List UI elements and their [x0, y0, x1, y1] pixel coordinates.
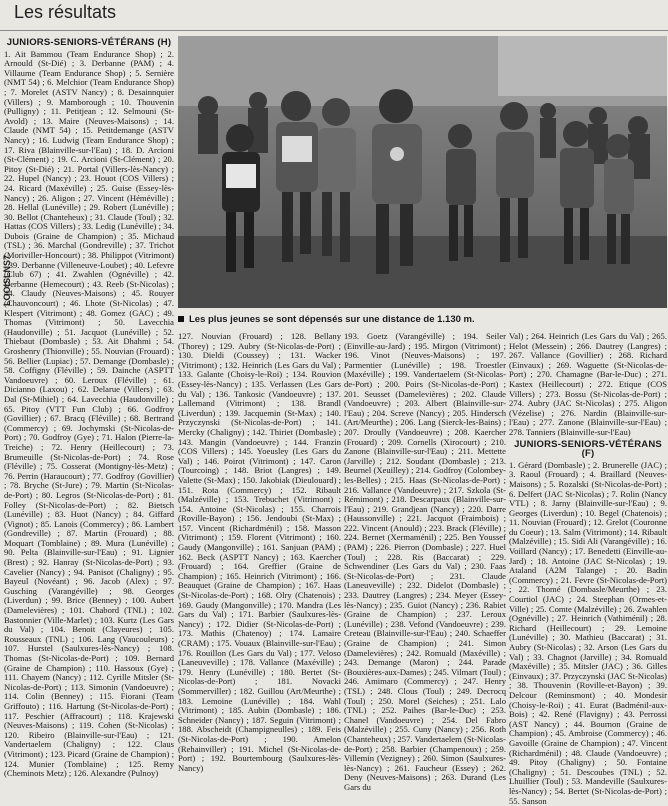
women-results-heading: JUNIORS-SENIORS-VÉTÉRANS (F): [514, 438, 662, 460]
women-results-text: 1. Gérard (Dombasle) ; 2. Brunerelle (JAC) ; 3. Raoul (Frouard) ; 4. Braillard (Neuves-Maisons) ; 5. Rozalski (St-Nicolas-de-Port) ; 6. Delfert (JAC St-Nicolas) ; 7. Rolin (Nancy VTL) ; 8. Jarny (Blainville-sur-l'Eau) ; 9. Georges (Liverdun) ; 10. Begel (Chatenois) ; 11. Nouvian (Frouard) ; 12. Grelot (Couronne du Coeur) ; 13. Salm (Vitrimont) ; 14. Ribault (Malzéville) ; 15. Sidi Ali (Varangéville) ; 16. Voillard (Nancy) ; 17. Benedetti (Einville-au-Jard) ; 18. Antoine (JAC St-Nicolas) ; 19. Ataland (A2M Talange) ; 20. Badin (Commercy) ; 21. Fevre (St-Nicolas-de-Port) ; 22. Thomé (Dombasle/Meurthe) ; 23. Courtiol (JAC) ; 24. Steephan (Ormes-et-Ville) ; 25. Comte (Malzéville) ; 26. Zwahlen (Ognéville) ; 27. Heinrich (Vathiménil) ; 28. Richard (Heillecourt) ; 29. Lemoine (Lunéville) ; 30. Mathieu (Baccarat) ; 31. Aubry (St-Nicolas) ; 32. Arson (Les Gars du Val) ; 33. Chagnot (Jarville) ; 34. Romuald (Maxéville) ; 35. Mitsler (JAC) ; 36. Gilles (Einvaux) ; 37. Przyczynski (JAC St-Nicolas) ; 38. Thouvenin (Roville-et-Bayon) ; 39. Delcour (Reminsmont) ; 40. Mondesir (Choisy-le-Roi) ; 41. Eurat (Badménil-aux-Bois) ; 42. René (Flavigny) ; 43. Perrossi (AST Nancy) ; 44. Bournon (Graine de Champion) ; 45. Ambroise (Commercy) ; 46. Gavoille (Graine de Champion) ; 47. Vincent (Richardménil) ; 48. Claude (Vandoeuvre) ; 49. Pitoy (Chaligny) ; 50. Fontaine (Chaligny) ; 51. Descoubes (TNL) ; 52. Lhuillier (Toul) ; 53. Mandeville (Saulxures-lès-Nancy) ; 54. Bertet (St-Nicolas-de-Port) ; 55. Sanson: [509, 459, 667, 806]
side-code: LOOISLNS7: [2, 255, 12, 307]
caption-bullet-icon: [178, 316, 184, 322]
photo-caption: [178, 311, 667, 327]
results-column-left: [4, 36, 174, 779]
results-column-3: [344, 331, 506, 792]
men-results-text-end: Val) ; 264. Heinrich (Les Gars du Val) ; 265. Helot (Messein) ; 266. Dautrey (Langres) ; 267. Vallance (Govillier) ; 268. Richard (Einvaux) ; 269. Waguette (St-Nicolas-de-Port) ; 270. Chamagne (Bar-le-Duc) ; 271. Kastex (Heillecourt) ; 272. Etique (COS Villers) ; 273. Bossu (St-Nicolas-de-Port) ; 274. Aubry (JAC St-Nicolas) ; 275. Aligon (Vézelise) ; 276. Nardin (Blainville-sur-l'Eau) ; 277. Zanone (Blainville-sur-l'Eau) ; 278. Tanniers (Blainville-sur-l'Eau): [509, 331, 667, 437]
page-title: Les résultats: [14, 2, 117, 22]
men-results-text-continued: 127. Nouvian (Frouard) ; 128. Bellany (Thorey) ; 129. Aubry (St-Nicolas-de-Port) ; 130. Dieldi (Coussey) ; 131. Wacker (Vitrimont) ; 132. Heinrich (Les Gars du Val) ; 133. Galante (Choisy-le-Roi) ; 134. Rouvion (Essey-lès-Nancy) ; 135. Verlassen (Les Gars du Val) ; 136. Tankosic (Vandoeuvre) ; 137. Lallemand (Vitrimont) ; 138. Brandl (Liverdun) ; 139. Jacquemin (St-Max) ; 140. Przyczynski (St-Nicolas-de-Port) ; 141. Mercky (Chaligny) ; 142. Thiriet (Dombasle) ; 143. Mangin (Vandoeuvre) ; 144. Franzin (COS Villers) ; 145. Yoeusley (Les Gars du Val) ; 146. Poirot (Vitrimont) ; 147. Caron (Tourcoing) ; 148. Briot (Langres) ; 149. Valette (St-Max) ; 150. Jakobiak (Dieulouard) ; 151. Rota (Commercy) ; 152. Ribault (Malzéville) ; 153. Trebuchet (Vitrimont) ; 154. Antoine (St-Nicolas) ; 155. Charrois (Roville-Bayon) ; 156. Jendoubi (St-Max) ; 157. Vincent (Richardménil) ; 158. Masson (Vitrimont) ; 159. Florent (Vitrimont) ; 160. Gaudy (Mangonville) ; 161. Sanjuan (PAM) ; 162. Beck (ASPTT Nancy) ; 163. Kaercher (Frouard) ; 164. Greffier (Graine de Champion) ; 165. Heinrich (Vitrimont) ; 166. Beauquet (Graine de Champion) ; 167. Haas (St-Nicolas-de-Port) ; 168. Olry (Chatenois) ; 169. Gaudy (Mangonville) ; 170. Mandra (Les Gars du Val) ; 171. Barbier (Saulxures-lès-Nancy) ; 172. Didier (St-Nicolas-de-Port) ; 173. Mathis (Chatenoy) ; 174. Lamaire (CRAM) ; 175. Vouaux (Blainville-sur-l'Eau) ; 176. Rouillon (Les Gars du Val) ; 177. Veloso (Laneuveville) ; 178. Vallance (Maxéville) ; 179. Henry (Lunéville) ; 180. Bertet (St-Nicolas-de-Port) ; 181. Novacki (Sommerviller) ; 182. Guillou (Art/Meurthe) ; 183. Lemoine (Lunéville) ; 184. Wahl (Vitrimont) ; 185. Aubin (Dombasle) ; 186. Schneider (Nancy) ; 187. Seguin (Vitrimont) ; 188. Abscheidt (Champigneulles) ; 189. Feis (St-Nicolas-de-Port) ; 190. Amelon (Rehainviller) ; 191. Michel (St-Nicolas-de-Port) ; 192. Bourtembourg (Saulxures-lès-Nancy): [178, 331, 341, 773]
results-column-4: [509, 331, 667, 806]
title-rule: [0, 30, 668, 31]
men-results-text: 1. Ait Bammou (Team Endurance Shop) ; 2. Arnould (St-Dié) ; 3. Derbanne (PAM) ; 4. Villaume (Team Endurance Shop) ; 5. Sernière (NMT 54) ; 6. Melchior (Team Endurance Shop) ; 7. Morelet (ASTV Nancy) ; 8. Desainnquier (Villers) ; 9. Mamborough ; 10. Thouvenin (Pulligny) ; 11. Petitjean ; 12. Selmouni (St-Avold) ; 13. Maire (Neuves-Maisons) ; 14. Claude (NMT 54) ; 15. Petitdemange (ASTV Nancy) ; 16. Ludwig (Team Endurance Shop) ; 17. Riva (Blainville-sur-l'Eau) ; 18. D. Arcioni (St-Clément) ; 19. C. Arcioni (St-Clément) ; 20. Pitoy (St-Dié) ; 21. Portal (Villers-lès-Nancy) ; 22. Hupel (Nancy) ; 23. Houot (COS Villers) ; 24. Ricard (Maxéville) ; 25. Guise (Essey-lès-Nancy) ; 26. Aligon ; 27. Vincent (Héméville) ; 28. Hellal (Lunéville) ; 29. Robert (Lunéville) ; 30. Bellot (Chanteheux) ; 31. Claude (Toul) ; 32. Hattas (COS Villers) ; 33. Ledig (Lunéville) ; 34. Dubois (Graine de Champion) ; 35. Michaud (TSL) ; 36. Marchal (Gondreville) ; 37. Trichot (Moriviller-Honcourt) ; 38. Philippot (Vitrimont) ; 39. Derbanne (Villeneuve-Loubet) ; 40. Lefevre (Club 67) ; 41. Zwahlen (Ognéville) ; 42. Derbanne (Hemecourt) ; 43. Reeb (St-Nicolas) ; 44. Claudy (Neuves-Maisons) ; 45. Rouyer (Chauvoncourt) ; 46. Lhote (St-Nicolas) ; 47. Klespert (Vitrimont) ; 48. Gomez (GAC) ; 49. Thomas (Vitrimont) ; 50. Lavecchia (Haudonville) ; 51. Jacquot (Lunéville) ; 52. Thiebaut (Dombasle) ; 53. Ait Dhahmi ; 54. Groshenry (Thionville) ; 55. Nouvian (Frouard) ; 56. Bellier (Lupiac) ; 57. Demange (Dombasle) ; 58. Coffigny (Fléville) ; 59. Dainche (ASPTT Vandoeuvre) ; 60. Leroux (Fléville) ; 61. Dicianno (Laxou) ; 62. Delarue (Villers) ; 63. Dal (St-Mihiel) ; 64. Lavecchia (Haudonville) ; 65. Pitoy (VTT Fun Club) ; 66. Godfroy (Govillier) ; 67. Bracq (Fléville) ; 68. Bertrand (Commercy) ; 69. Jochymski (St-Nicolas-de-Port) ; 70. Godfroy (Gye) ; 71. Halon (Pierre-la-Treiche) ; 72. Henry (Heillecourt) ; 73. Brumeuille (St-Nicolas-de-Port) ; 74. Rose (Fléville) ; 75. Cosserat (Montigny-lès-Metz) ; 76. Perrin (Haraucourt) ; 77. Godfroy (Govillier) ; 78. Bryche (St-Jure) ; 79. Martin (St-Nicolas-de-Port) ; 80. Legros (St-Nicolas-de-Port) ; 81. Folley (St-Nicolas-de-Port) ; 82. Bietsch (Lunéville) ; 83. Huot (Nancy) ; 84. Giffard (Vignot) ; 85. Lanois (Commercy) ; 86. Lambert (Gondreville) ; 87. Martin (Frouard) ; 88. Moquart (Tomblaine) ; 89. Mura (Lunéville) ; 90. Pelta (Blainville-sur-l'Eau) ; 91. Lignier (Brest) ; 92. Hanray (St-Nicolas-de-Port) ; 93. Cavelier (Nancy) ; 94. Panisot (Chaligny) ; 95. Bayeul (Novéant) ; 96. Jacob (Alex) ; 97. Gusching (Varangéville) ; 98. Georges (Liverdun) ; 99. Brice (Benney) ; 100. Aubert (Damelevières) ; 101. Chabord (TNL) ; 102. Bastonnier (Ville-Marlet) ; 103. Kurtz (Les Gars du Val) ; 104. Benoit (Clayeures) ; 105. Rousseaux (TNL) ; 106. Lang (Vaucouleurs) ; 107. Hurstel (Saulxures-lès-Nancy) ; 108. Thomas (St-Nicolas-de-Port) ; 109. Bernard (Graine de Champion) ; 110. Hassoux (Gye) ; 111. Chayem (Nancy) ; 112. Cyrille Mitsler (St-Nicolas-de-Port) ; 113. Simonin (Vandoeuvre) ; 114. Colin (Benney) ; 115. Fiorani (Team Griffouto) ; 116. Hartung (St-Nicolas-de-Port) ; 117. Peschier (Affracourt) ; 118. Krajewski (Neuves-Maisons) ; 119. Cohen (St-Nicolas) ; 120. Ribeiro (Blainville-sur-l'Eau) ; 121. Vandertaelem (Chaligny) ; 122. Claus (Vitrimont) ; 123. Picard (Graine de Champion) ; 124. Munier (Tomblaine) ; 125. Remy (Cheminots Metz) ; 126. Alexandre (Pulnoy): [4, 48, 174, 779]
men-results-heading: JUNIORS-SENIORS-VÉTÉRANS (H): [6, 37, 172, 48]
results-column-2: [178, 331, 341, 773]
men-results-text-continued-2: 193. Goetz (Varangéville) ; 194. Seiler (Einville-au-Jard) ; 195. Mirgon (Vitrimont) ; 196. Vinot (Neuves-Maisons) ; 197. Parmentier (Lunéville) ; 198. Troestler (Maxéville) ; 199. Vandertaelem (St-Nicolas-de-Port) ; 200. Poirs (St-Nicolas-de-Port) ; 201. Seusset (Damelevières) ; 202. Claude (Vandoeuvre) ; 203. Albert (Blainville-sur-l'Eau) ; 204. Screve (Nancy) ; 205. Hindersch (Art/Meurthe) ; 206. Lang (Sierck-les-Bains) ; 207. Droully (Vandoeuvre) ; 208. Kaercher (Frouard) ; 209. Cornells (Xirocourt) ; 210. Zanone (Blainville-sur-l'Eau) ; 211. Mettette (Jarville) ; 212. Soudant (Dombasle) ; 213. Beurnel (Xeuilley) ; 214. Godfroy (Colombey-les-Belles) ; 215. Haas (St-Nicolas-de-Port) ; 216. Vallance (Vandoeuvre) ; 217. Szkola (St-Rémimont) ; 218. Descarpaux (Blainville-sur-l'Eau) ; 219. Grandjean (Nancy) ; 220. Darre (Haussonville) ; 221. Jacquot (Fraimbois) ; 222. Vincent (Anould) ; 223. Brack (Fléville) ; 224. Bernet (Xermaménil) ; 225. Ben Youssef (PAM) ; 226. Pierron (Dombasle) ; 227. Huel (Toul) ; 228. Ris (Baccarat) ; 229. Schwendiner (Les Gars du Val) ; 230. Faas (St-Nicolas-de-Port) ; 231. Claude (Laneuveville) ; 232. Didelot (Dombasle) ; 233. Dautrey (Langres) ; 234. Meyer (Essey-lès-Nancy) ; 235. Guiot (Nancy) ; 236. Rabiet (Graine de Champion) ; 237. Leroux (Lunéville) ; 238. Vefond (Vandoeuvre) ; 239. Creteau (Blainville-sur-l'Eau) ; 240. Schaeffer (Graine de Champion) ; 241. Simon (Damelevières) ; 242. Romuald (Maxéville) ; 243. Demange (Maron) ; 244. Parade (Bouxières-aux-Dames) ; 245. Vilmart (Toul) ; 246. Amimaro (Commercy) ; 247. Henry (TSL) ; 248. Clous (Toul) ; 249. Decrocq (Toul) ; 250. Morel (Seiches) ; 251. Lalo (TNL) ; 252. Paihes (Bar-le-Duc) ; 253. Chanel (Vandoeuvre) ; 254. Del Fabro (Malzéville) ; 255. Cuny (Nancy) ; 256. Roth (Chanteheux) ; 257. Vandertaelem (St-Nicolas-de-Port) ; 258. Barbier (Champenoux) ; 259. Villemin (Vezigney) ; 260. Simon (Saulxures-lès-Nancy) ; 261. Faucheur (Essey) ; 262. Deny (Neuves-Maisons) ; 263. Durand (Les Gars du: [344, 331, 506, 792]
race-photo-illustration: [178, 36, 667, 308]
photo-caption-text: Les plus jeunes se sont dépensés sur une distance de 1.130 m.: [189, 313, 475, 325]
race-photo: [178, 36, 667, 308]
